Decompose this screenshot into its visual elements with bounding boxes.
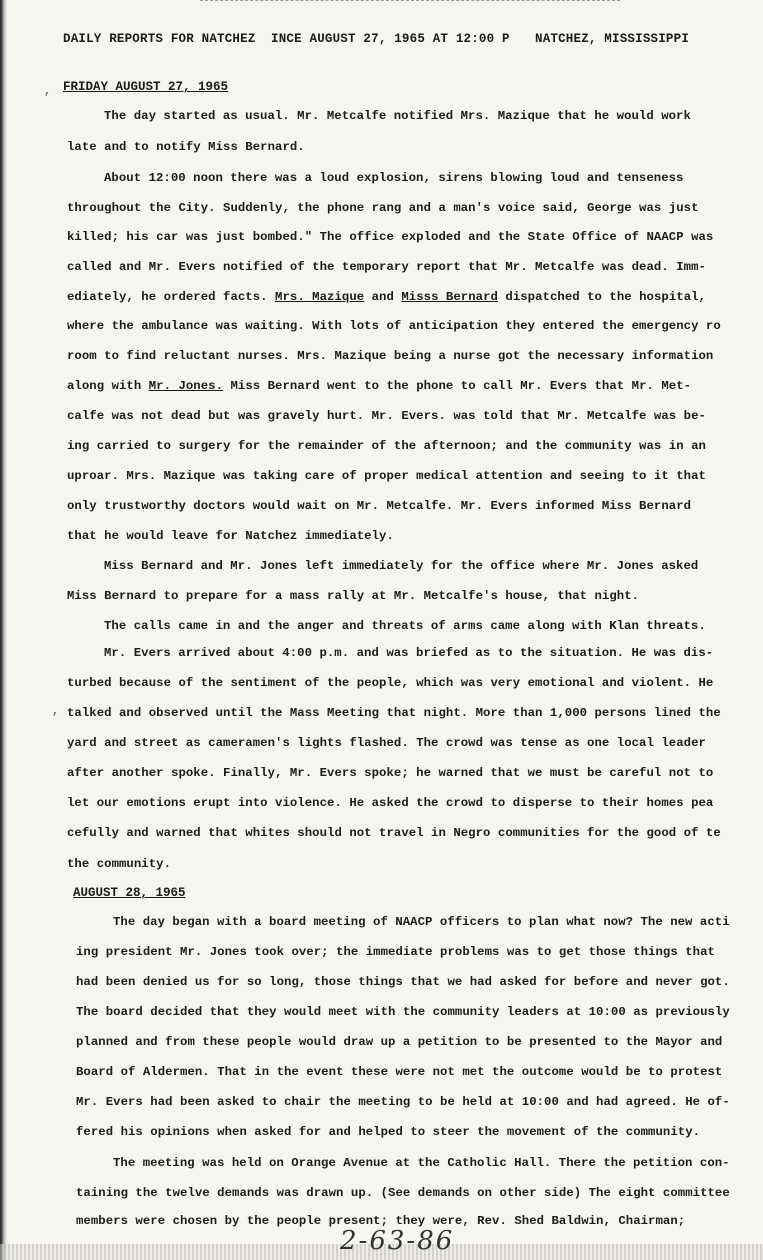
header-title: DAILY REPORTS FOR NATCHEZ bbox=[63, 32, 256, 46]
header-location: NATCHEZ, MISSISSIPPI bbox=[535, 32, 690, 46]
text-segment: dispatched to the hospital, bbox=[505, 290, 706, 304]
text-line: had been denied us for so long, those things that we had asked for before and never got. bbox=[76, 975, 730, 989]
text-line: the community. bbox=[67, 857, 172, 871]
text-line: let our emotions erupt into violence. He asked the crowd to disperse to their homes pea bbox=[67, 796, 714, 810]
text-line: that he would leave for Natchez immediately. bbox=[67, 529, 394, 543]
section-heading-aug27: FRIDAY AUGUST 27, 1965 bbox=[63, 80, 229, 94]
text-segment: Miss Bernard went to the phone to call Mr. Evers that Mr. Met- bbox=[230, 379, 692, 393]
text-line: talked and observed until the Mass Meeting that night. More than 1,000 persons lined the bbox=[67, 706, 721, 720]
text-line bbox=[67, 289, 706, 305]
text-line: only trustworthy doctors would wait on Mr. Metcalfe. Mr. Evers informed Miss Bernard bbox=[67, 499, 692, 513]
text-segment: along with bbox=[67, 379, 142, 393]
underlined-name-mazique: Mrs. Mazique bbox=[275, 290, 365, 304]
text-line: killed; his car was just bombed." The office exploded and the State Office of NAACP was bbox=[67, 230, 714, 244]
text-line: where the ambulance was waiting. With lots of anticipation they entered the emergency ro bbox=[67, 319, 721, 333]
text-line: uproar. Mrs. Mazique was taking care of proper medical attention and seeing to it that bbox=[67, 469, 706, 483]
text-line bbox=[67, 378, 691, 394]
text-line: called and Mr. Evers notified of the temporary report that Mr. Metcalfe was dead. Imm- bbox=[67, 260, 706, 274]
text-line: yard and street as cameramen's lights flashed. The crowd was tense as one local leader bbox=[67, 736, 706, 750]
text-line: cefully and warned that whites should not travel in Negro communities for the good of te bbox=[67, 826, 721, 840]
handwritten-file-number: 2-63-86 bbox=[340, 1226, 455, 1256]
text-segment: and bbox=[371, 290, 394, 304]
text-line: Mr. Evers arrived about 4:00 p.m. and was briefed as to the situation. He was dis- bbox=[104, 646, 714, 660]
text-line: Mr. Evers had been asked to chair the meeting to be held at 10:00 and had agreed. He of- bbox=[76, 1095, 730, 1109]
text-line: fered his opinions when asked for and helped to steer the movement of the community. bbox=[76, 1125, 701, 1139]
text-line: members were chosen by the people present; they were, Rev. Shed Baldwin, Chairman; bbox=[76, 1214, 686, 1228]
text-line: The day began with a board meeting of NAACP officers to plan what now? The new acti bbox=[113, 915, 730, 929]
text-line: The calls came in and the anger and threats of arms came along with Klan threats. bbox=[104, 619, 706, 633]
underlined-name-bernard: Misss Bernard bbox=[401, 290, 498, 304]
text-line: calfe was not dead but was gravely hurt. Mr. Evers. was told that Mr. Metcalfe was be- bbox=[67, 409, 706, 423]
text-line: Miss Bernard to prepare for a mass rally at Mr. Metcalfe's house, that night. bbox=[67, 589, 640, 603]
text-line: throughout the City. Suddenly, the phone rang and a man's voice said, George was just bbox=[67, 201, 699, 215]
text-line: ing carried to surgery for the remainder of the afternoon; and the community was in an bbox=[67, 439, 706, 453]
text-line: after another spoke. Finally, Mr. Evers spoke; he warned that we must be careful not to bbox=[67, 766, 714, 780]
margin-mark: , bbox=[44, 84, 52, 98]
text-line: The meeting was held on Orange Avenue at the Catholic Hall. There the petition con- bbox=[113, 1156, 730, 1170]
text-line: The day started as usual. Mr. Metcalfe notified Mrs. Mazique that he would work bbox=[104, 109, 691, 123]
text-line: room to find reluctant nurses. Mrs. Mazique being a nurse got the necessary information bbox=[67, 349, 714, 363]
section-heading-aug28: AUGUST 28, 1965 bbox=[73, 886, 186, 900]
text-line: taining the twelve demands was drawn up. (See demands on other side) The eight committee bbox=[76, 1186, 730, 1200]
text-line: Board of Aldermen. That in the event these were not met the outcome would be to protest bbox=[76, 1065, 723, 1079]
text-line: planned and from these people would draw up a petition to be presented to the Mayor and bbox=[76, 1035, 723, 1049]
top-edge bbox=[200, 0, 620, 4]
text-segment: ediately, he ordered facts. bbox=[67, 290, 268, 304]
text-line: About 12:00 noon there was a loud explosion, sirens blowing loud and tenseness bbox=[104, 171, 684, 185]
header-date: INCE AUGUST 27, 1965 AT 12:00 P bbox=[271, 32, 510, 46]
text-line: late and to notify Miss Bernard. bbox=[67, 140, 305, 154]
margin-mark: , bbox=[52, 704, 60, 718]
text-line: ing president Mr. Jones took over; the immediate problems was to get those things that bbox=[76, 945, 715, 959]
text-line: The board decided that they would meet with the community leaders at 10:00 as previously bbox=[76, 1005, 730, 1019]
text-line: turbed because of the sentiment of the people, which was very emotional and violent. He bbox=[67, 676, 714, 690]
underlined-name-jones: Mr. Jones. bbox=[148, 379, 224, 393]
binding-edge bbox=[0, 0, 7, 1260]
text-line: Miss Bernard and Mr. Jones left immediately for the office where Mr. Jones asked bbox=[104, 559, 699, 573]
